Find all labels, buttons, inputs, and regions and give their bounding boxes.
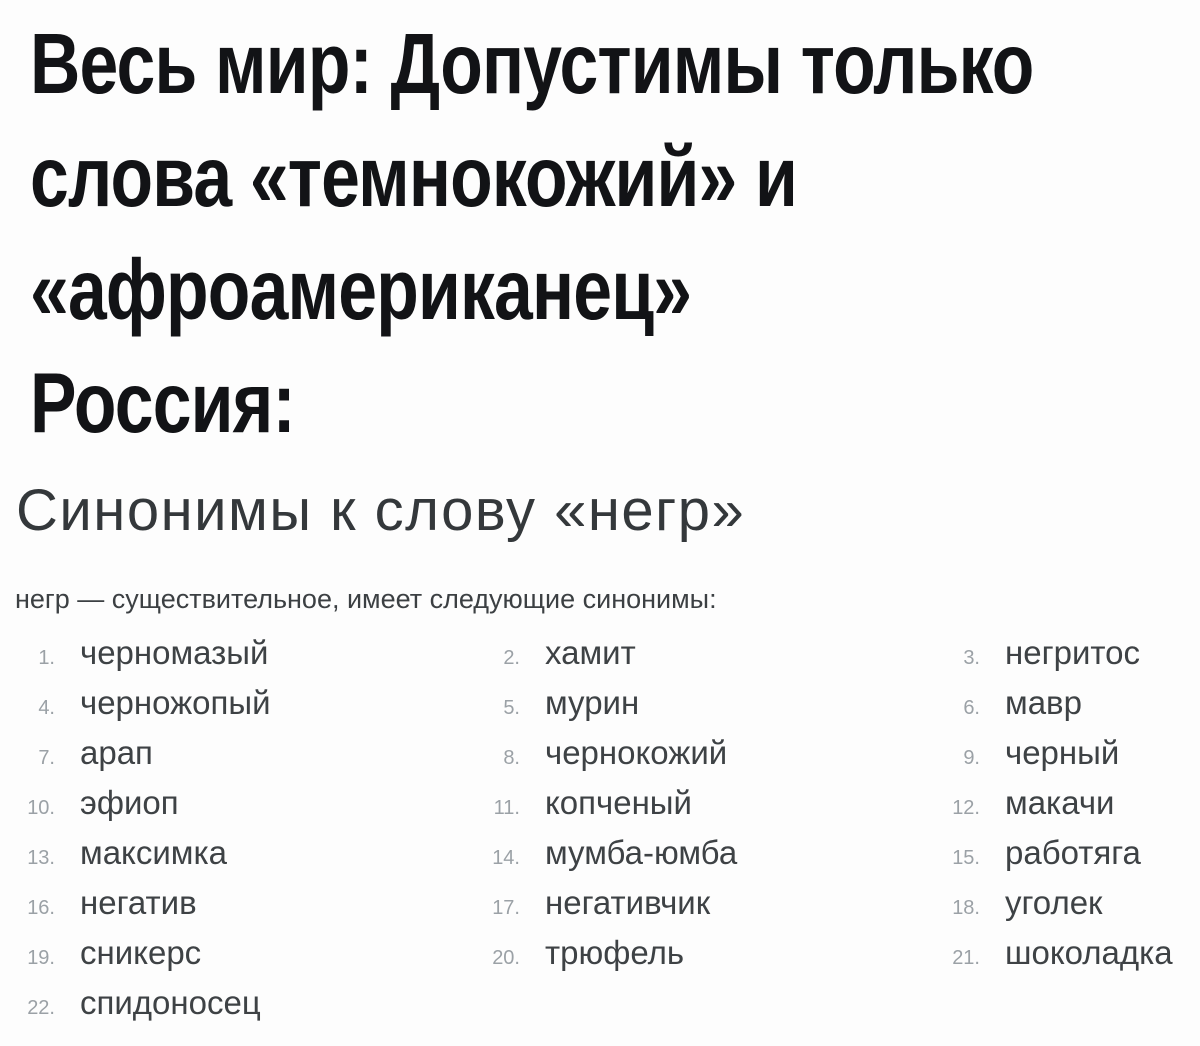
item-word: мавр <box>1005 684 1082 721</box>
item-word: трюфель <box>545 934 685 971</box>
item-number: 22. <box>27 997 55 1019</box>
headline-line: Россия: <box>30 356 295 451</box>
headline <box>30 8 1200 460</box>
item-number: 7. <box>38 747 55 769</box>
list-item <box>940 928 1185 978</box>
item-word: максимка <box>80 834 227 871</box>
item-number: 3. <box>963 647 980 669</box>
item-number: 16. <box>27 897 55 919</box>
item-word: чернокожий <box>545 734 728 771</box>
item-word: арап <box>80 734 153 771</box>
synonyms-subtitle: негр — существительное, имеет следующие синонимы: <box>15 584 717 614</box>
item-number: 4. <box>38 697 55 719</box>
list-item <box>480 928 940 978</box>
item-word: черномазый <box>80 634 269 671</box>
item-number: 5. <box>503 697 520 719</box>
list-item <box>480 878 940 928</box>
item-number: 9. <box>963 747 980 769</box>
item-number: 19. <box>27 947 55 969</box>
headline-line: слова «темнокожий» и <box>30 130 798 225</box>
list-item <box>940 628 1185 678</box>
item-word: копченый <box>545 784 692 821</box>
synonyms-list <box>15 628 1185 1028</box>
item-number: 8. <box>503 747 520 769</box>
item-word: мумба-юмба <box>545 834 738 871</box>
list-item <box>15 778 480 828</box>
list-item <box>940 878 1185 928</box>
list-item <box>15 878 480 928</box>
list-item <box>940 678 1185 728</box>
list-item <box>15 728 480 778</box>
item-number: 14. <box>492 847 520 869</box>
list-item <box>480 778 940 828</box>
item-word: шоколадка <box>1005 934 1173 971</box>
list-item <box>940 778 1185 828</box>
item-word: эфиоп <box>80 784 179 821</box>
item-number: 21. <box>952 947 980 969</box>
item-number: 15. <box>952 847 980 869</box>
list-item <box>15 828 480 878</box>
list-item <box>15 678 480 728</box>
item-number: 13. <box>27 847 55 869</box>
list-item <box>480 678 940 728</box>
item-number: 18. <box>952 897 980 919</box>
list-item <box>940 828 1185 878</box>
item-number: 17. <box>492 897 520 919</box>
item-word: негативчик <box>545 884 711 921</box>
list-item <box>15 978 480 1028</box>
item-word: спидоносец <box>80 984 261 1021</box>
item-number: 1. <box>38 647 55 669</box>
item-word: негатив <box>80 884 197 921</box>
item-word: хамит <box>545 634 636 671</box>
item-number: 6. <box>963 697 980 719</box>
item-word: макачи <box>1005 784 1115 821</box>
headline-line: «афроамериканец» <box>30 243 692 338</box>
list-item <box>15 628 480 678</box>
headline-line: Весь мир: Допустимы только <box>30 17 1034 112</box>
item-word: черный <box>1005 734 1120 771</box>
item-number: 11. <box>493 797 520 819</box>
list-item <box>480 628 940 678</box>
item-word: сникерс <box>80 934 202 971</box>
item-word: мурин <box>545 684 640 721</box>
list-item <box>15 928 480 978</box>
item-number: 20. <box>492 947 520 969</box>
item-word: черножопый <box>80 684 271 721</box>
synonyms-title: Синонимы к слову «негр» <box>16 478 746 543</box>
item-number: 12. <box>952 797 980 819</box>
item-word: уголек <box>1005 884 1103 921</box>
list-item <box>480 728 940 778</box>
item-number: 10. <box>27 797 55 819</box>
item-word: негритос <box>1005 634 1140 671</box>
list-item <box>940 728 1185 778</box>
list-item <box>480 828 940 878</box>
item-number: 2. <box>503 647 520 669</box>
item-word: работяга <box>1005 834 1141 871</box>
